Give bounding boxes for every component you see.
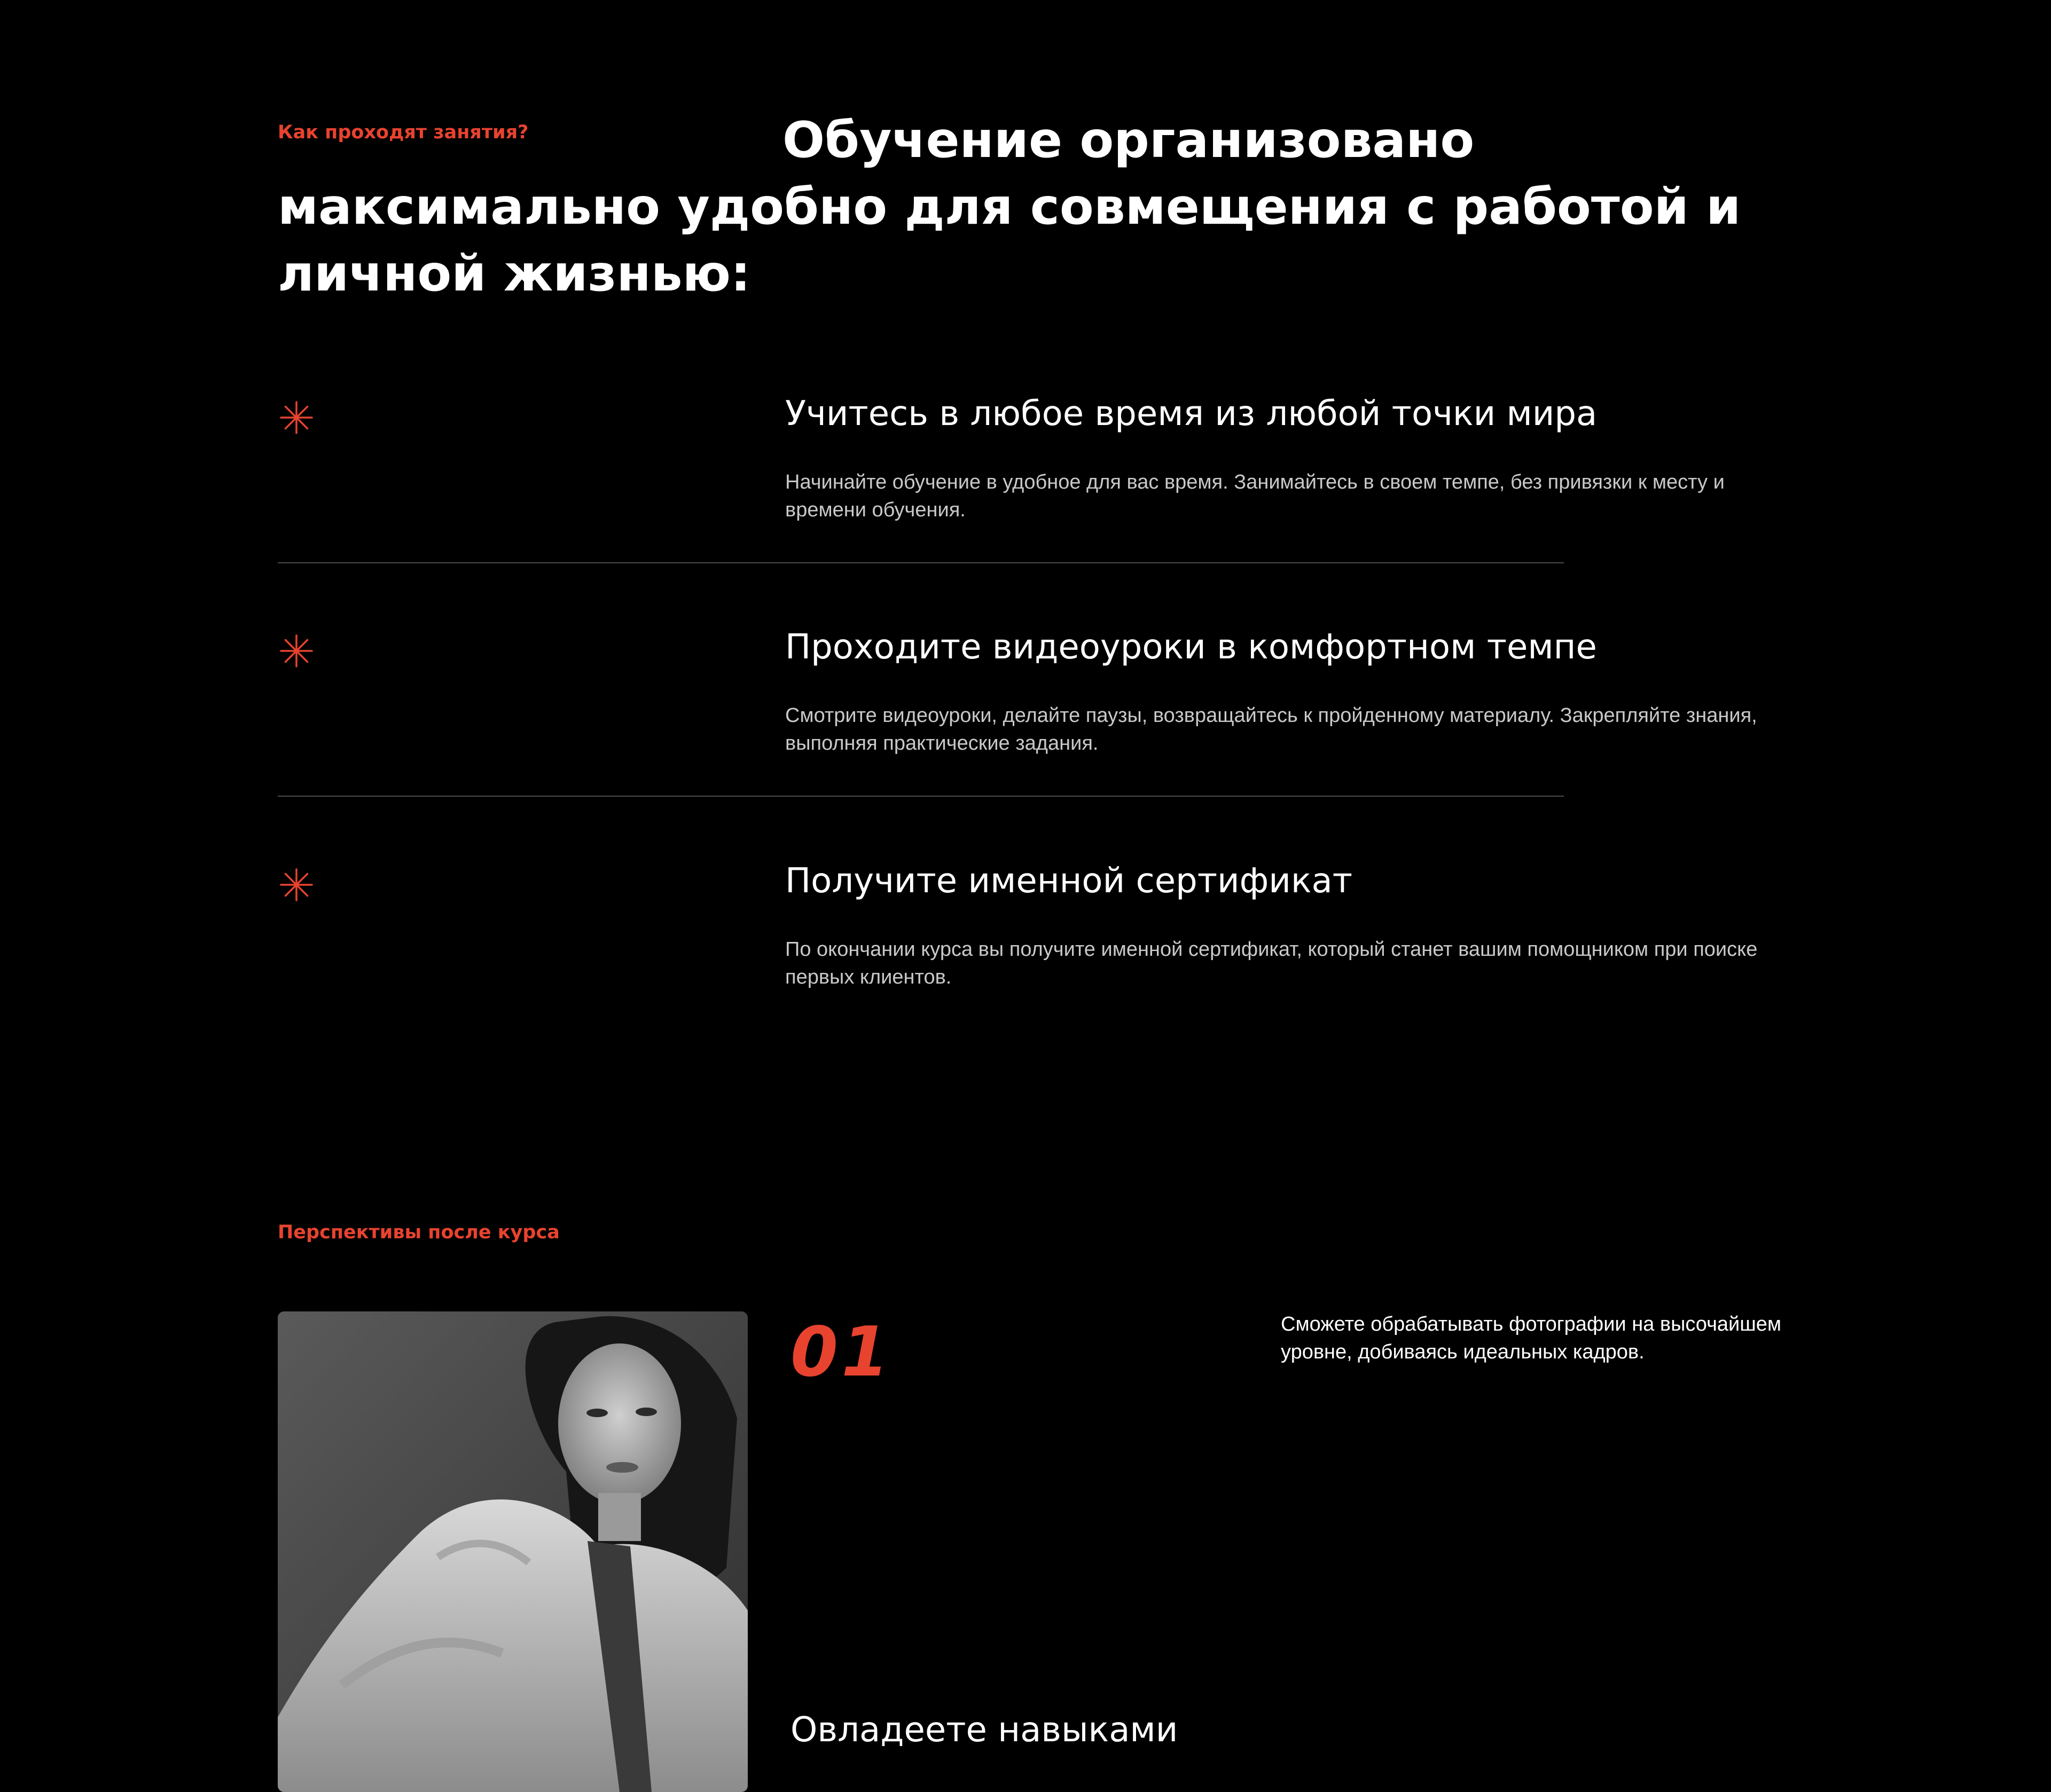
perspective-title: Овладеете навыками [790, 1710, 1178, 1750]
feature-text: По окончании курса вы получите именной сертификат, который станет вашим помощником при поиске первых клиентов. [785, 938, 1758, 988]
asterisk-icon [278, 866, 315, 903]
perspective-number: 01 [790, 1312, 893, 1392]
feature-title: Проходите видеоуроки в комфортном темпе [785, 627, 1597, 667]
perspectives-eyebrow: Перспективы после курса [278, 1222, 560, 1243]
lessons-headline: Обучение организовано максимально удобно для совмещения с работой и личной жизнью: [278, 111, 1741, 302]
asterisk-icon [278, 632, 315, 670]
perspective-text: Сможете обрабатывать фотографии на высочайшем уровне, добиваясь идеальных кадров. [1281, 1313, 1782, 1363]
student-photo [278, 1311, 748, 1792]
feature-title: Получите именной сертификат [785, 861, 1353, 901]
feature-title: Учитесь в любое время из любой точки мира [785, 394, 1598, 434]
feature-text: Смотрите видеоуроки, делайте паузы, возвращайтесь к пройденному материалу. Закрепляйте знания, выполняя практические задания. [785, 704, 1757, 754]
divider [278, 562, 1564, 563]
feature-text: Начинайте обучение в удобное для вас время. Занимайтесь в своем темпе, без привязки к месту и времени обучения. [785, 471, 1725, 521]
asterisk-icon [278, 399, 315, 436]
divider [278, 796, 1564, 797]
lessons-eyebrow: Как проходят занятия? [278, 122, 529, 143]
